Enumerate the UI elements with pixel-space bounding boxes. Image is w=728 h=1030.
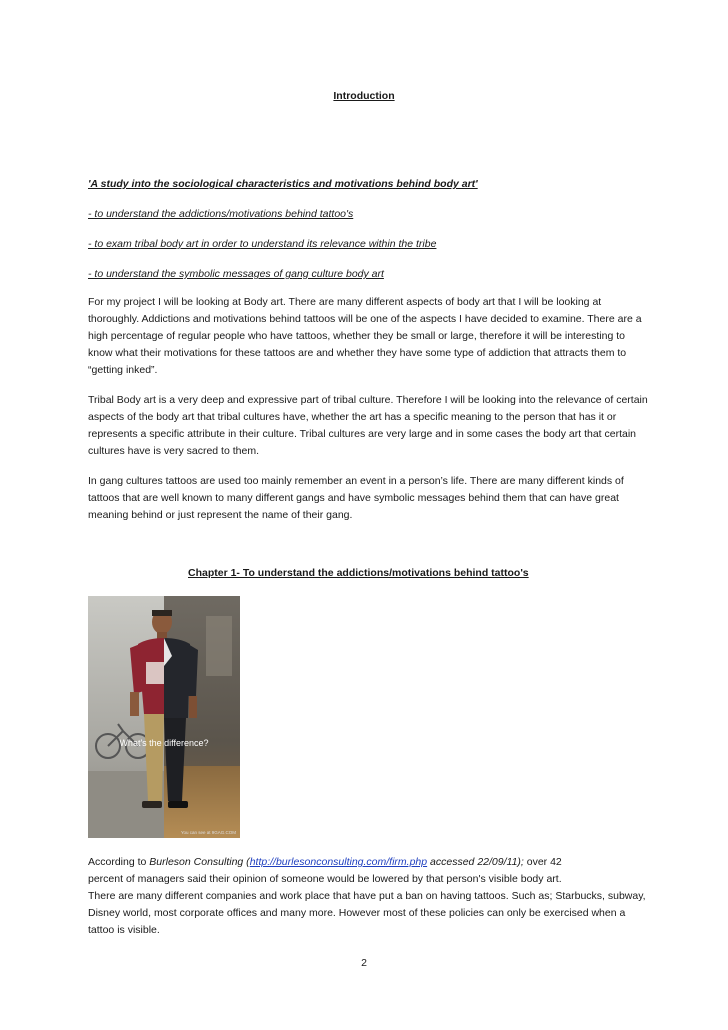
page-number: 2 [361,957,367,969]
paragraph-body-art: For my project I will be looking at Body art. There are many different aspects of body art that I will be looking at thoroughly. Addictions and motivations behind tattoos will be one of the aspects I have decided to examine. There are a high percentage of regular people who have tattoos, whether they be small or large, therefore it will be interesting to know what their motivations for these tattoos are and whether they have some type of addiction that attracts them to “getting inked”. [88,296,642,376]
chapter-1-heading: Chapter 1- To understand the addictions/motivations behind tattoo's [188,567,529,579]
paragraph-bans: There are many different companies and work place that have put a ban on having tattoos. Such as; Starbucks, subway, Disney world, most corporate offices and many more. However most of these policies can only be exercised when a tattoo is visible. [88,890,646,936]
paragraph-gang: In gang cultures tattoos are used too mainly remember an event in a person’s life. There are many different kinds of tattoos that are well known to many different gangs and have symbolic messages behind them that can have great meaning behind or just represent the name of their gang. [88,475,624,521]
comparison-photo [88,596,240,838]
paragraph-tribal: Tribal Body art is a very deep and expressive part of tribal culture. Therefore I will be looking into the relevance of certain aspects of the body art that tribal cultures have, whether the art has a specific meaning to the person that has it or represents a specific attribute in their culture. Tribal cultures are very large and in some cases the body art that certain cultures have is very sacred to them. [88,394,648,457]
photo-watermark: You can see at 9GAG.COM [180,830,236,835]
citation-line-1 [88,856,562,868]
aim-item-1: - to understand the addictions/motivations behind tattoo's [88,208,354,220]
citation-source: Burleson Consulting ( [149,856,250,868]
citation-line-2: percent of managers said their opinion of someone would be lowered by that person's visible body art. [88,873,562,885]
citation-accessed: accessed 22/09/11); [427,856,524,868]
citation-link[interactable]: http://burlesonconsulting.com/firm.php [249,856,428,868]
study-title: 'A study into the sociological characteristics and motivations behind body art' [88,178,478,190]
aim-item-2: - to exam tribal body art in order to understand its relevance within the tribe [88,238,437,250]
citation-prefix: According to [88,856,150,868]
introduction-heading: Introduction [333,90,395,102]
aim-item-3: - to understand the symbolic messages of gang culture body art [88,268,384,280]
citation-rest: over 42 [523,856,562,868]
photo-caption: What's the difference? [119,738,209,748]
